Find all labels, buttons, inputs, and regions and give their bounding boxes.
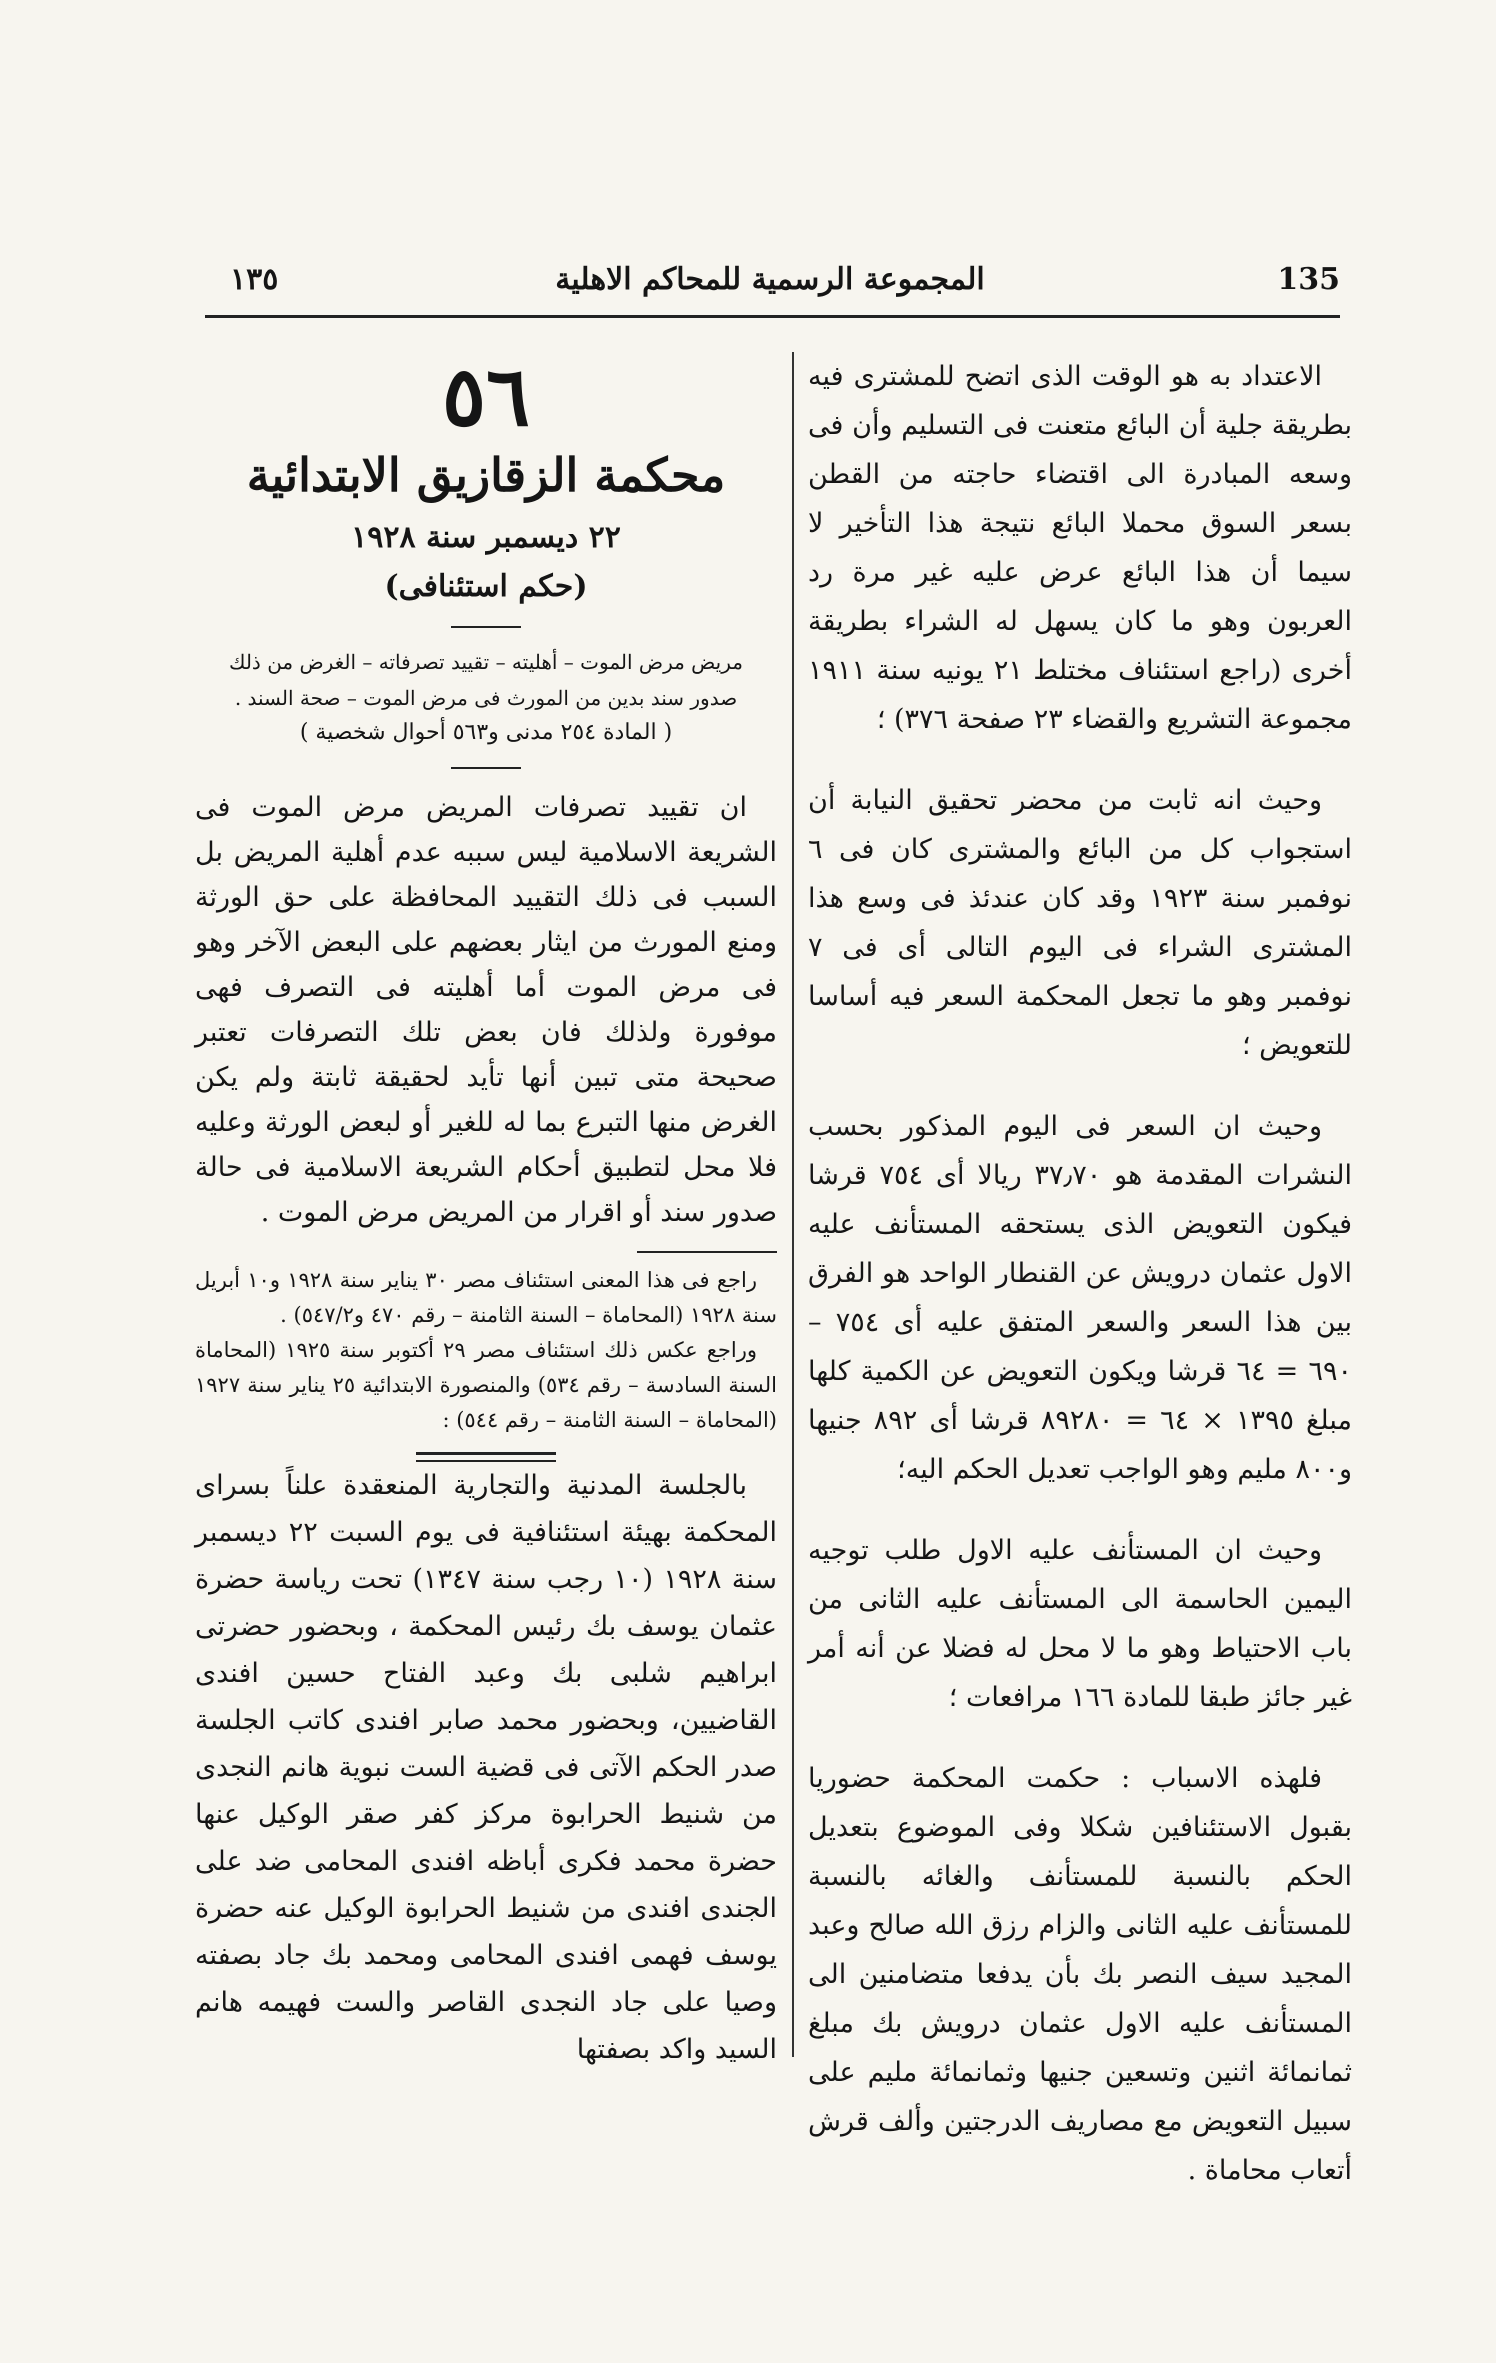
session-paragraph: بالجلسة المدنية والتجارية المنعقدة علناً بسراى المحكمة بهيئة استئنافية فى يوم السبت ٢٢ ديسمبر سنة ١٩٢٨ (١٠ رجب سنة ١٣٤٧) تحت رياسة حضرة عثمان يوسف بك رئيس المحكمة ، وبحضور حضرتى ابراهيم شلبى بك وعبد الفتاح حسين افندى القاضيين، وبحضور محمد صابر افندى كاتب الجلسة صدر الحكم الآتى فى قضية الست نبوية هانم النجدى من شنيط الحرابوة مركز كفر صقر الوكيل عنها حضرة محمد فكرى أباظه افندى المحامى ضد على الجندى افندى من شنيط الحرابوة الوكيل عنه حضرة يوسف فهمى افندى المحامى ومحمد بك جاد بصفته وصيا على جاد النجدى القاصر والست فهيمه هانم السيد واكد بصفتها — [195, 1470, 777, 2066]
column-divider — [792, 352, 794, 2057]
divider — [451, 767, 521, 769]
page-header — [200, 262, 1340, 310]
legal-principle: ان تقييد تصرفات المريض مرض الموت فى الشريعة الاسلامية ليس سببه عدم أهلية المريض بل السبب فى ذلك التقييد المحافظة على حق الورثة ومنع المورث من ايثار بعضهم على البعض الآخر وهو فى مرض الموت أما أهليته فى التصرف فهى موفورة ولذلك فان بعض تلك التصرفات تعتبر صحيحة متى تبين أنها تأيد لحقيقة ثابتة ولم يكن الغرض منها التبرع بما له للغير أو لبعض الورثة وعليه فلا محل لتطبيق أحكام الشريعة الاسلامية فى حالة صدور سند أو اقرار من المريض مرض الموت . — [195, 792, 777, 1229]
journal-title: المجموعة الرسمية للمحاكم الاهلية — [555, 262, 985, 297]
paragraph: وحيث انه ثابت من محضر تحقيق النيابة أن استجواب كل من البائع والمشترى كان فى ٦ نوفمبر سنة ١٩٢٣ وقد كان عندئذ فى وسع هذا المشترى الشراء فى اليوم التالى أى فى ٧ نوفمبر وهو ما تجعل المحكمة السعر فيه أساسا للتعويض ؛ — [808, 785, 1352, 1061]
ruling-date: ٢٢ ديسمبر سنة ١٩٢٨ — [351, 520, 621, 556]
page-number-arabic: ١٣٥ — [230, 262, 279, 297]
footnote: وراجع عكس ذلك استئناف مصر ٢٩ أكتوبر سنة ١٩٢٥ (المحاماة السنة السادسة – رقم ٥٣٤) والمنصورة الابتدائية ٢٥ يناير سنة ١٩٢٧ (المحاماة – السنة الثامنة – رقم ٥٤٤) : — [195, 1338, 777, 1433]
articles-reference: ( المادة ٢٥٤ مدنى و٥٦٣ أحوال شخصية ) — [299, 720, 673, 746]
header-rule — [205, 315, 1340, 318]
case-number: ٥٦ — [441, 349, 531, 445]
left-column — [195, 349, 777, 2073]
court-name: محكمة الزقازيق الابتدائية — [246, 448, 726, 503]
page-number-latin: 135 — [1277, 262, 1340, 297]
footnotes — [195, 1263, 777, 1438]
ruling-type: (حكم استئنافى) — [384, 569, 588, 605]
paragraph: وحيث ان السعر فى اليوم المذكور بحسب النشرات المقدمة هو ٣٧٫٧٠ ريالا أى ٧٥٤ قرشا فيكون التعويض الذى يستحقه المستأنف عليه الاول عثمان درويش عن القنطار الواحد هو الفرق بين هذا السعر والسعر المتفق عليه أى ٧٥٤ – ٦٩٠ = ٦٤ قرشا ويكون التعويض عن الكمية كلها مبلغ ١٣٩٥ × ٦٤ = ٨٩٢٨٠ قرشا أى ٨٩٢ جنيها و٨٠٠ مليم وهو الواجب تعديل الحكم اليه؛ — [808, 1111, 1352, 1485]
verdict-paragraph: فلهذه الاسباب : حكمت المحكمة حضوريا بقبول الاستئنافين شكلا وفى الموضوع بتعديل الحكم بالنسبة للمستأنف والغائه بالنسبة للمستأنف عليه الثانى والزام رزق الله صالح وعبد المجيد سيف النصر بك بأن يدفعا متضامنين الى المستأنف عليه الاول عثمان درويش بك مبلغ ثمانمائة اثنين وتسعين جنيها وثمانمائة مليم على سبيل التعويض مع مصاريف الدرجتين وألف قرش أتعاب محاماة . — [808, 1763, 1352, 2186]
keywords-line: مريض مرض الموت – أهليته – تقييد تصرفاته – الغرض من ذلك — [228, 650, 743, 675]
paragraph: وحيث ان المستأنف عليه الاول طلب توجيه اليمين الحاسمة الى المستأنف عليه الثانى من باب الاحتياط وهو ما لا محل له فضلا عن أنه أمر غير جائز طبقا للمادة ١٦٦ مرافعات ؛ — [808, 1535, 1352, 1713]
divider — [451, 626, 521, 628]
footnote: راجع فى هذا المعنى استئناف مصر ٣٠ يناير سنة ١٩٢٨ و١٠ أبريل سنة ١٩٢٨ (المحاماة – السنة الثامنة – رقم ٤٧٠ و٥٤٧/٢) . — [195, 1268, 777, 1328]
right-column — [808, 352, 1352, 2227]
double-divider — [416, 1452, 556, 1462]
paragraph: الاعتداد به هو الوقت الذى اتضح للمشترى فيه بطريقة جلية أن البائع متعنت فى التسليم وأن فى وسعه المبادرة الى اقتضاء حاجته من القطن بسعر السوق محملا البائع نتيجة هذا التأخير لا سيما أن هذا البائع عرض عليه غير مرة رد العربون وهو ما كان يسهل له الشراء بطريقة أخرى (راجع استئناف مختلط ٢١ يونيه سنة ١٩١١ مجموعة التشريع والقضاء ٢٣ صفحة ٣٧٦) ؛ — [808, 361, 1352, 735]
keywords-line: صدور سند بدين من المورث فى مرض الموت – صحة السند . — [234, 686, 738, 711]
notes-divider — [637, 1251, 777, 1253]
